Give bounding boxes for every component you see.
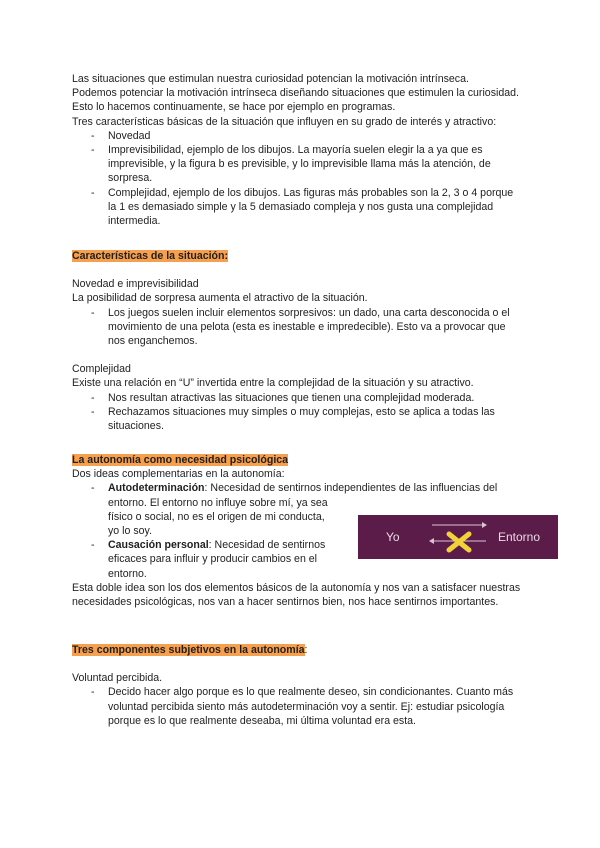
intro-paragraph-3: Tres características básicas de la situación que influyen en su grado de interés y atractivo: xyxy=(72,115,497,128)
subsection-text: La posibilidad de sorpresa aumenta el atractivo de la situación. xyxy=(72,292,368,305)
section-heading-suffix: : xyxy=(304,644,308,656)
subsection-title: Complejidad xyxy=(72,363,131,376)
list-item: - Complejidad, ejemplo de los dibujos. Las figuras más probables son la 2, 3 o 4 porque la 1 es demasiado simple y la 5 demasiado compleja y nos gusta una complejidad intermedia. xyxy=(72,186,522,229)
section-heading xyxy=(72,643,522,657)
arrow-right-head xyxy=(482,522,487,528)
subsection-list xyxy=(72,306,522,349)
definition-rest: entorno. El entorno no influye sobre mí, ya sea físico o social, no es el origen de mi conducta, yo lo soy. xyxy=(108,496,328,538)
section-intro: Dos ideas complementarias en la autonomía: xyxy=(72,468,285,481)
section-heading-text: La autonomía como necesidad psicológica xyxy=(72,454,289,466)
subsection-list xyxy=(72,685,522,728)
definition-rest: : Necesidad de sentirnos eficaces para influir y producir cambios en el entorno. xyxy=(108,539,326,580)
subsection-list xyxy=(72,391,522,434)
yo-entorno-diagram xyxy=(358,515,558,559)
definition-line: : Necesidad de sentirnos independientes de las influencias del xyxy=(204,482,498,495)
arrow-left-head xyxy=(429,538,434,544)
intro-paragraph-2: Podemos potenciar la motivación intrínseca diseñando situaciones que estimulen la curiosidad. Esto lo hacemos continuamente, se hace por ejemplo en programas. xyxy=(72,87,519,114)
term-causacion: Causación personal xyxy=(108,539,209,552)
term-autodeterminacion: Autodeterminación xyxy=(108,482,205,495)
section-heading xyxy=(72,249,522,263)
section-outro: Esta doble idea son los dos elementos básicos de la autonomía y nos van a satisfacer nuestras necesidades psicológicas, nos van a hacer sentirnos bien, nos hace sentirnos importantes. xyxy=(72,581,521,609)
section-componentes xyxy=(72,643,522,728)
list-item: - Rechazamos situaciones muy simples o muy complejas, esto se aplica a todas las situaciones. xyxy=(72,405,522,433)
section-heading xyxy=(72,453,522,467)
list-item: - Nos resultan atractivas las situaciones que tienen una complejidad moderada. xyxy=(72,391,522,405)
section-heading-suffix: : xyxy=(224,250,229,262)
subsection-text: Existe una relación en “U” invertida entre la complejidad de la situación y su atractivo. xyxy=(72,377,474,390)
list-item: - Decido hacer algo porque es lo que realmente deseo, sin condicionantes. Cuanto más voluntad percibida siento más autodeterminación voy a sentir. Ej: estudiar psicología porque es lo que realmente deseaba, mi última voluntad era esta. xyxy=(72,685,522,728)
section-caracteristicas xyxy=(72,249,522,433)
list-item: - Imprevisibilidad, ejemplo de los dibujos. La mayoría suelen elegir la a ya que es imprevisible, y la figura b es previsible, y lo imprevisible llama más la atención, de sorpresa. xyxy=(72,143,522,186)
diagram-label-entorno: Entorno xyxy=(498,530,541,544)
section-heading-text: Tres componentes subjetivos en la autonomía xyxy=(72,644,305,656)
intro-list xyxy=(72,129,522,228)
intro-paragraph-1: Las situaciones que estimulan nuestra curiosidad potencian la motivación intrínseca. xyxy=(72,73,469,85)
intro-section xyxy=(72,72,522,228)
list-item: - Novedad xyxy=(72,129,522,143)
subsection-title: Novedad e imprevisibilidad xyxy=(72,278,199,291)
list-item: - Los juegos suelen incluir elementos sorpresivos: un dado, una carta desconocida o el movimiento de una pelota (esta es inestable e impredecible). Esto va a provocar que nos enganchemos. xyxy=(72,306,522,349)
definition-block xyxy=(108,538,338,581)
subsection-title: Voluntad percibida. xyxy=(72,672,163,685)
section-heading-text: Características de la situación xyxy=(72,250,225,262)
diagram-label-yo: Yo xyxy=(386,530,400,544)
